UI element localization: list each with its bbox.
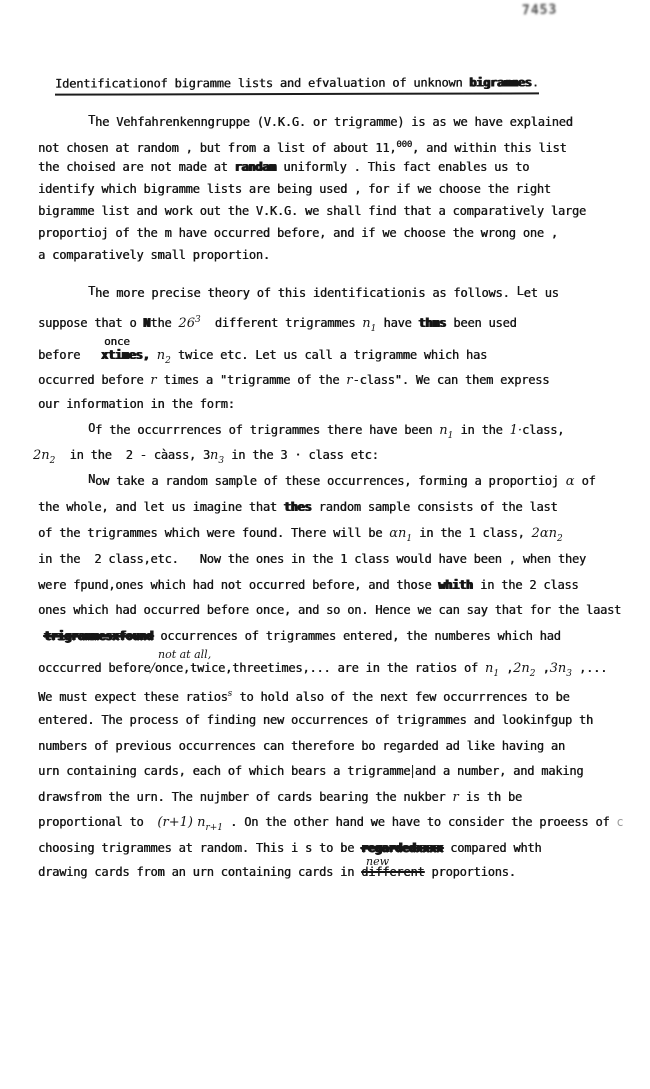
text-line (38, 348, 487, 369)
text-segment: n (362, 316, 371, 331)
text-segment: 2 (556, 534, 563, 544)
text-line (88, 115, 573, 130)
text-segment: α (565, 474, 575, 489)
text-line (38, 552, 586, 567)
text-line (88, 474, 596, 489)
text-segment: he more precise theory of this identificationis as follows. (95, 286, 517, 300)
text-segment: c (609, 815, 624, 829)
text-line (38, 160, 529, 175)
text-segment: suppose that o (38, 316, 144, 330)
text-segment: in the 1 class, (412, 526, 532, 540)
text-segment: n (209, 448, 219, 463)
text-line (38, 713, 593, 728)
text-segment: the choised are not made at (38, 160, 235, 174)
text-segment: 1 (493, 669, 500, 679)
text-segment: n (439, 423, 448, 438)
text-segment: 2 (49, 456, 56, 466)
text-segment: N (88, 472, 96, 486)
text-segment: regardedxxxx (361, 841, 444, 855)
text-segment: 1 (406, 534, 413, 544)
text-segment: new (366, 855, 390, 868)
text-segment: entered. The process of finding new occurrences of trigrammes and lookinfgup th (38, 713, 593, 727)
text-segment: choosing trigrammes at random. This i s to be (38, 841, 362, 855)
text-segment: were fpund,ones which had not occurred before, and those (38, 578, 439, 592)
text-line (38, 500, 557, 515)
text-segment: r (150, 373, 157, 388)
text-segment: drawing cards from an urn containing cards in (38, 865, 362, 879)
text-segment: / (150, 661, 155, 676)
text-segment: 2 (529, 669, 536, 679)
text-segment: twice etc. Let us call a trigramme which has (170, 348, 487, 362)
text-segment: not chosen at random , but from a list of about 11, (38, 141, 397, 155)
text-segment: 26 (178, 316, 195, 331)
inserted-word (158, 647, 211, 662)
text-segment: in the 2 class,etc. Now the ones in the 1 class would have been , when they (38, 552, 586, 566)
text-segment: n (484, 661, 494, 676)
text-segment: identify which bigramme lists are being used , for if we choose the right (38, 182, 551, 196)
text-segment: have (376, 316, 419, 330)
text-segment: 3 (566, 669, 572, 679)
text-line (38, 204, 586, 219)
text-segment: We must expect these ratios (38, 690, 228, 704)
text-line (38, 661, 607, 682)
text-segment: proportions. (424, 865, 516, 879)
text-segment: . On the other hand we have to consider the proeess of (223, 815, 610, 829)
text-segment: 1 (447, 431, 454, 441)
text-line (38, 248, 270, 263)
text-segment: in the 3 · class etc: (224, 448, 379, 462)
text-segment: O (88, 421, 96, 435)
text-segment: different trigrammes (200, 316, 363, 330)
text-segment: in the 2 - càass, 3 (55, 448, 210, 462)
text-segment: times a "trigramme of the (156, 373, 347, 387)
text-line (38, 578, 578, 593)
text-segment: 2αn (531, 526, 557, 541)
text-segment: αn (389, 526, 407, 541)
text-segment: 000 (396, 140, 412, 150)
text-segment (150, 348, 157, 362)
text-segment: s (227, 689, 233, 699)
text-segment: , (535, 661, 550, 675)
text-segment: uniformly . This fact enables us to (276, 160, 530, 174)
text-segment: (r+1) n (157, 815, 206, 830)
text-line (88, 423, 564, 444)
text-segment: 2 (165, 356, 171, 366)
text-segment: | (410, 764, 415, 779)
text-line (38, 841, 541, 856)
text-segment: , and within this list (411, 141, 567, 155)
text-segment: et us (523, 286, 559, 300)
corner-smudge-mark: 7453 (521, 2, 558, 19)
text-segment: 2n (513, 661, 530, 676)
text-segment: occurred before (38, 373, 151, 387)
text-segment: 1· (509, 423, 522, 438)
text-line (38, 373, 549, 388)
document-title (55, 75, 539, 95)
text-segment: class, (521, 423, 565, 437)
text-line (38, 138, 566, 156)
text-segment: N (143, 316, 151, 330)
text-line (38, 397, 235, 412)
text-segment: in the (453, 423, 510, 437)
text-line (33, 448, 379, 469)
text-segment: randam (234, 160, 277, 174)
text-segment: bigramme list and work out the V.K.G. we shall find that a comparatively large (38, 204, 586, 218)
text-segment: occcurred before (38, 661, 151, 675)
text-segment: trigrammesxfound (44, 629, 154, 643)
text-line (38, 764, 583, 779)
text-segment: Identificationof bigramme lists and efvaluation of unknown (55, 75, 470, 91)
text-segment: ow take a random sample of these occurrences, forming a proportioj (95, 474, 566, 488)
text-segment: thes (283, 500, 312, 514)
text-segment: T (88, 113, 96, 127)
text-segment: proportional to (38, 815, 158, 829)
text-segment: -class". We can them express (352, 373, 550, 387)
text-segment: different (361, 865, 425, 879)
text-segment: r+1 (205, 823, 224, 833)
text-segment: L (516, 284, 524, 298)
text-segment: ,... (571, 661, 608, 675)
text-segment: . (531, 75, 539, 90)
text-segment: f the occurrrences of trigrammes there have been (95, 423, 440, 437)
text-segment: bigrammes (469, 75, 532, 90)
inserted-word (104, 334, 130, 349)
text-segment: before (38, 348, 102, 362)
text-segment: r (452, 790, 459, 805)
text-segment: r (346, 373, 353, 388)
text-line (38, 790, 522, 805)
text-segment: numbers of previous occurrences can therefore bo regarded ad like having an (38, 739, 565, 753)
text-segment: random sample consists of the last (311, 500, 558, 514)
text-line (38, 603, 621, 618)
text-segment: occurrences of trigrammes entered, the numberes which had (153, 629, 561, 643)
text-line (38, 815, 623, 836)
text-segment: been used (446, 316, 517, 330)
text-segment: to hold also of the next few occurrrences to be (232, 690, 570, 704)
text-segment: our information in the form: (38, 397, 235, 411)
text-segment: 2n (33, 448, 50, 463)
text-segment: thms (418, 316, 447, 330)
text-segment: in the 2 class (473, 578, 579, 592)
text-segment: proportioj of the m have occurred before, and if we choose the wrong one , (38, 226, 558, 240)
text-segment: 3n (549, 661, 567, 676)
text-segment: not at all, (158, 648, 212, 661)
text-segment: a comparatively small proportion. (38, 248, 270, 262)
text-segment: whith (438, 578, 474, 592)
text-segment: of the trigrammes which were found. There will be (38, 526, 390, 540)
text-line (38, 526, 563, 547)
text-segment: 1 (370, 324, 377, 334)
text-segment: compared whth (443, 841, 542, 855)
text-segment: urn containing cards, each of which bears a trigramme (38, 764, 411, 778)
text-segment: once (104, 335, 130, 348)
text-segment: the (150, 316, 179, 330)
text-segment: once,twice,threetimes,... are in the ratios of (154, 661, 485, 675)
text-segment: drawsfrom the urn. The nujmber of cards bearing the nukber (38, 790, 453, 804)
text-segment: and a number, and making (414, 764, 584, 778)
text-line (38, 182, 551, 197)
text-segment: he Vehfahrenkenngruppe (V.K.G. or trigramme) is as we have explained (95, 115, 573, 129)
text-segment: n (156, 348, 166, 363)
text-line (44, 629, 561, 644)
text-segment: , (499, 661, 514, 675)
text-segment: the whole, and let us imagine that (38, 500, 284, 514)
text-line (38, 687, 569, 705)
text-segment: T (88, 284, 96, 298)
text-line (38, 865, 516, 880)
text-line (38, 739, 565, 754)
text-segment: 3 (194, 315, 201, 325)
text-segment: of (574, 474, 596, 488)
text-segment: 3 (218, 456, 225, 466)
text-segment: is th be (458, 790, 522, 804)
text-line (38, 226, 558, 241)
text-segment: ones which had occurred before once, and so on. Hence we can say that for the laast (38, 603, 622, 617)
text-line (88, 286, 559, 301)
text-segment: xtimes, (101, 348, 150, 362)
